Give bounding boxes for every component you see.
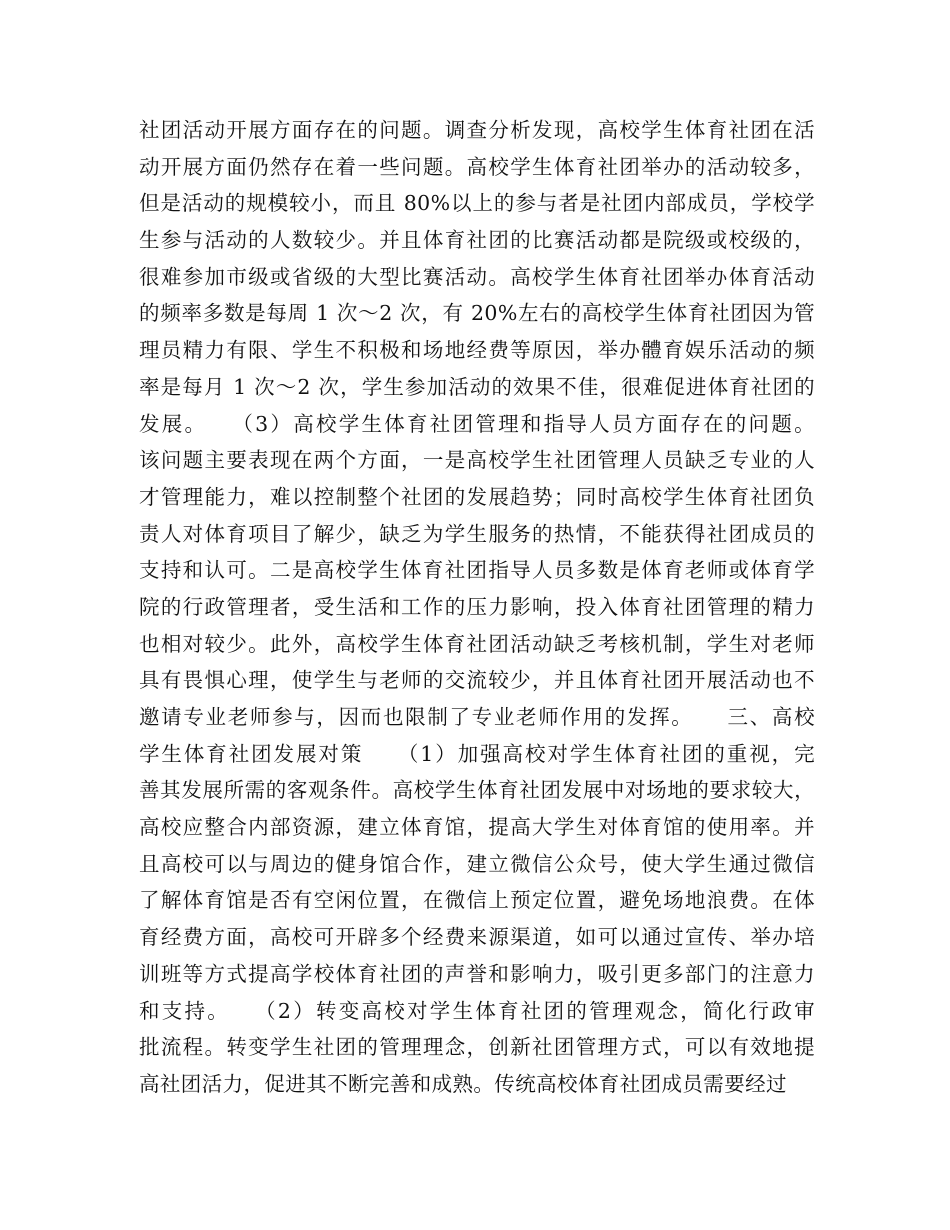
text-line: 且高校可以与周边的健身馆合作，建立微信公众号，使大学生通过微信 xyxy=(139,851,815,876)
text-line: 训班等方式提高学校体育社团的声誉和影响力，吸引更多部门的注意力 xyxy=(139,961,815,986)
text-line: 学生体育社团发展对策 （1）加强高校对学生体育社团的重视，完 xyxy=(139,741,815,766)
text-line: 邀请专业老师参与，因而也限制了专业老师作用的发挥。 三、高校 xyxy=(139,705,815,729)
text-line: 社团活动开展方面存在的问题。调查分析发现，高校学生体育社团在活 xyxy=(139,118,815,142)
text-line: 动开展方面仍然存在着一些问题。高校学生体育社团举办的活动较多， xyxy=(139,154,815,179)
text-line: 责人对体育项目了解少，缺乏为学生服务的热情，不能获得社团成员的 xyxy=(139,521,815,546)
text-line: 批流程。转变学生社团的管理理念，创新社团管理方式，可以有效地提 xyxy=(139,1035,815,1060)
text-line: 生参与活动的人数较少。并且体育社团的比赛活动都是院级或校级的， xyxy=(139,228,815,253)
text-line: 支持和认可。二是高校学生体育社团指导人员多数是体育老师或体育学 xyxy=(139,558,815,583)
text-line: 具有畏惧心理，使学生与老师的交流较少，并且体育社团开展活动也不 xyxy=(139,668,815,693)
text-line: 但是活动的规模较小，而且 80%以上的参与者是社团内部成员，学校学 xyxy=(139,191,815,216)
text-line: 善其发展所需的客观条件。高校学生体育社团发展中对场地的要求较大， xyxy=(139,778,815,803)
text-line: 很难参加市级或省级的大型比赛活动。高校学生体育社团举办体育活动 xyxy=(139,264,815,289)
body-text xyxy=(139,112,815,1103)
text-line: 也相对较少。此外，高校学生体育社团活动缺乏考核机制，学生对老师 xyxy=(139,631,815,656)
text-line: 育经费方面，高校可开辟多个经费来源渠道，如可以通过宣传、举办培 xyxy=(139,925,815,950)
text-line: 才管理能力，难以控制整个社团的发展趋势；同时高校学生体育社团负 xyxy=(139,484,815,509)
text-line: 院的行政管理者，受生活和工作的压力影响，投入体育社团管理的精力 xyxy=(139,594,815,619)
text-line: 了解体育馆是否有空闲位置，在微信上预定位置，避免场地浪费。在体 xyxy=(139,888,815,913)
text-line: 率是每月 1 次～2 次，学生参加活动的效果不佳，很难促进体育社团的 xyxy=(139,374,815,399)
text-line: 发展。 （3）高校学生体育社团管理和指导人员方面存在的问题。 xyxy=(139,411,815,436)
text-line: 高社团活力，促进其不断完善和成熟。传统高校体育社团成员需要经过 xyxy=(139,1071,787,1096)
text-line: 理员精力有限、学生不积极和场地经费等原因，举办體育娱乐活动的频 xyxy=(139,338,815,363)
text-line: 该问题主要表现在两个方面，一是高校学生社团管理人员缺乏专业的人 xyxy=(139,448,815,473)
text-line: 和支持。 （2）转变高校对学生体育社团的管理观念，简化行政审 xyxy=(139,998,815,1023)
text-line: 的频率多数是每周 1 次～2 次，有 20%左右的高校学生体育社团因为管 xyxy=(139,301,815,326)
text-line: 高校应整合内部资源，建立体育馆，提高大学生对体育馆的使用率。并 xyxy=(139,815,815,840)
